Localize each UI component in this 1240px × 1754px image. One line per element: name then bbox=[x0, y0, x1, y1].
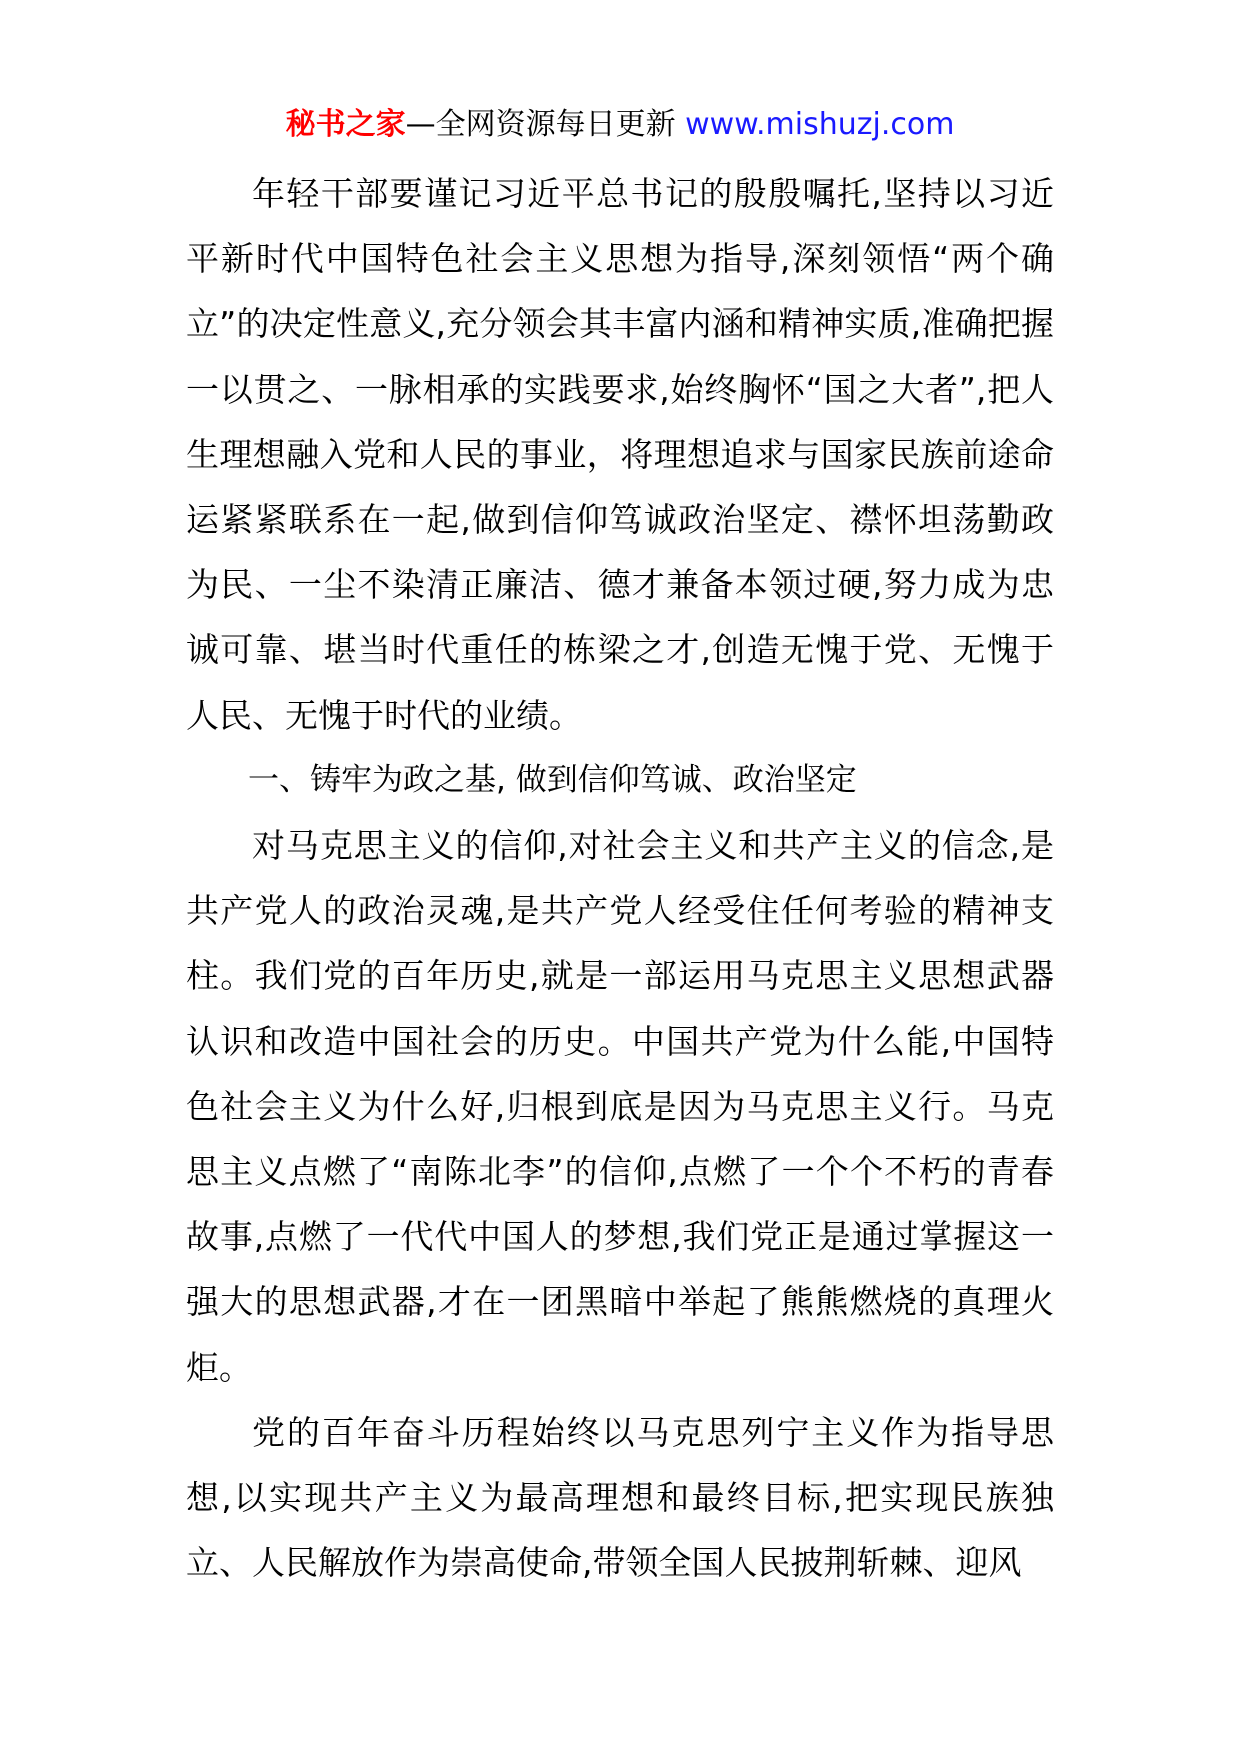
brand-name: 秘书之家 bbox=[285, 107, 406, 142]
section-heading: 一、铸牢为政之基, 做到信仰笃诚、政治坚定 bbox=[248, 761, 857, 798]
body-paragraph: 党的百年奋斗历程始终以马克思列宁主义作为指导思想,以实现共产主义为最高理想和最终目标,把实现民族独立、人民解放作为崇高使命,带领全国人民披荆斩棘、迎风 bbox=[186, 1412, 1054, 1583]
site-url-link[interactable]: www.mishuzj.com bbox=[685, 107, 955, 142]
body-paragraph: 对马克思主义的信仰,对社会主义和共产主义的信念,是共产党人的政治灵魂,是共产党人经受住任何考验的精神支柱。我们党的百年历史,就是一部运用马克思主义思想武器认识和改造中国社会的历史。中国共产党为什么能,中国特色社会主义为什么好,归根到底是因为马克思主义行。马克思主义点燃了“南陈北李”的信仰,点燃了一个个不朽的青春故事,点燃了一代代中国人的梦想,我们党正是通过掌握这一强大的思想武器,才在一团黑暗中举起了熊熊燃烧的真理火炬。 bbox=[186, 826, 1054, 1387]
header-tagline: —全网资源每日更新 bbox=[405, 107, 676, 142]
intro-paragraph: 年轻干部要谨记习近平总书记的殷殷嘱托,坚持以习近平新时代中国特色社会主义思想为指导,深刻领悟“两个确立”的决定性意义,充分领会其丰富内涵和精神实质,准确把握一以贯之、一脉相承的实践要求,始终胸怀“国之大者”,把人生理想融入党和人民的事业，将理想追求与国家民族前途命运紧紧联系在一起,做到信仰笃诚政治坚定、襟怀坦荡勤政为民、一尘不染清正廉洁、德才兼备本领过硬,努力成为忠诚可靠、堪当时代重任的栋梁之才,创造无愧于党、无愧于人民、无愧于时代的业绩。 bbox=[186, 174, 1054, 735]
document-body bbox=[186, 161, 1054, 1595]
page-header bbox=[0, 100, 1240, 150]
